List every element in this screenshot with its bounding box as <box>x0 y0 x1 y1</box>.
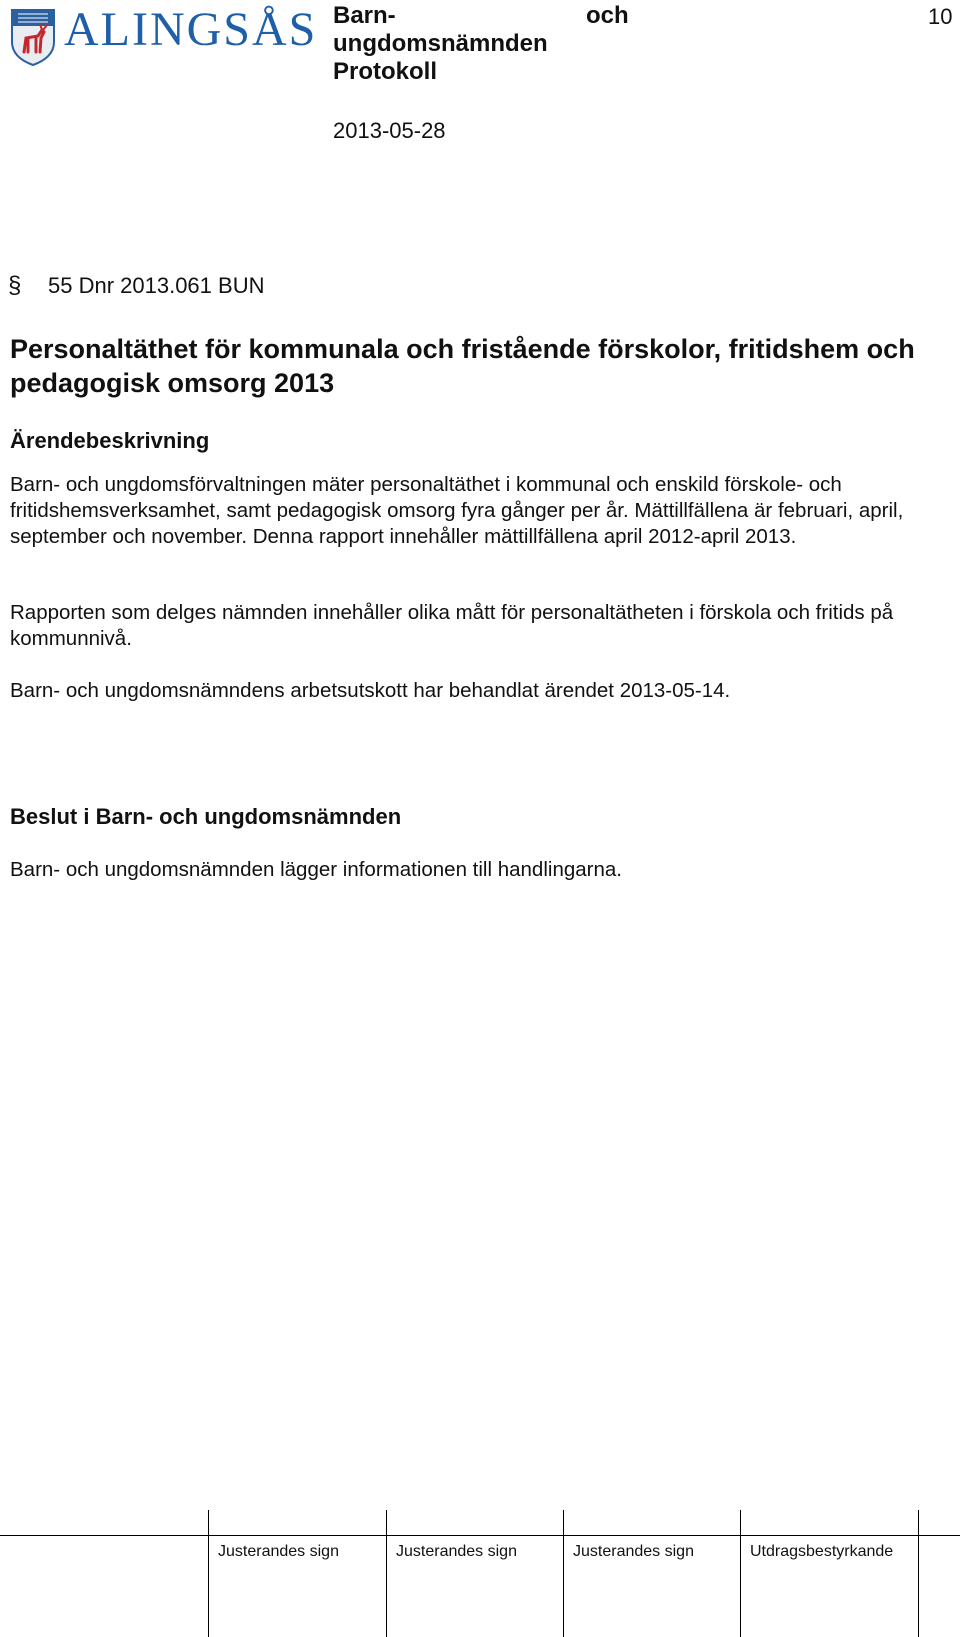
alingsas-logo <box>8 3 318 70</box>
footer-divider <box>208 1510 209 1637</box>
description-paragraph: Barn- och ungdomsnämndens arbetsutskott har behandlat ärendet 2013-05-14. <box>10 679 731 702</box>
footer-divider <box>918 1510 919 1637</box>
footer-divider <box>740 1510 741 1637</box>
logo-wordmark: ALINGSÅS <box>64 3 318 56</box>
signature-label: Justerandes sign <box>218 1543 339 1560</box>
committee-name-line2: ungdomsnämnden <box>333 30 548 57</box>
committee-name-och: och <box>586 2 629 29</box>
decision-heading: Beslut i Barn- och ungdomsnämnden <box>10 804 402 829</box>
signature-footer <box>0 1510 960 1637</box>
decision-text: Barn- och ungdomsnämnden lägger informationen till handlingarna. <box>10 858 622 881</box>
certification-label: Utdragsbestyrkande <box>750 1543 894 1560</box>
footer-divider <box>563 1510 564 1637</box>
description-heading: Ärendebeskrivning <box>10 428 210 453</box>
footer-divider <box>386 1510 387 1637</box>
description-paragraph: Rapporten som delges nämnden innehåller olika mått för personaltätheten i förskola och fritids på kommunnivå. <box>10 601 894 650</box>
signature-label: Justerandes sign <box>396 1543 517 1560</box>
signature-label: Justerandes sign <box>573 1543 694 1560</box>
coat-of-arms-icon <box>10 8 56 66</box>
page-number: 10 <box>928 4 953 29</box>
document-type: Protokoll <box>333 58 438 85</box>
paragraph-icon: § <box>8 272 22 299</box>
description-paragraph: Barn- och ungdomsförvaltningen mäter personaltäthet i kommunal och enskild förskole- och fritidshemsverksamhet, samt pedagogisk omsorg fyra gånger per år. Mättillfällena är februari, april, september och november. Denna rapport innehåller mättillfällena april 2012-april 2013. <box>10 473 904 548</box>
section-reference <box>8 272 264 300</box>
meeting-date: 2013-05-28 <box>333 118 446 143</box>
section-reference-text: 55 Dnr 2013.061 BUN <box>48 273 265 298</box>
committee-name-line1: Barn- <box>333 2 396 29</box>
section-title: Personaltäthet för kommunala och fristående förskolor, fritidshem och pedagogisk omsorg 2013 <box>10 334 915 398</box>
footer-rule <box>0 1535 960 1536</box>
